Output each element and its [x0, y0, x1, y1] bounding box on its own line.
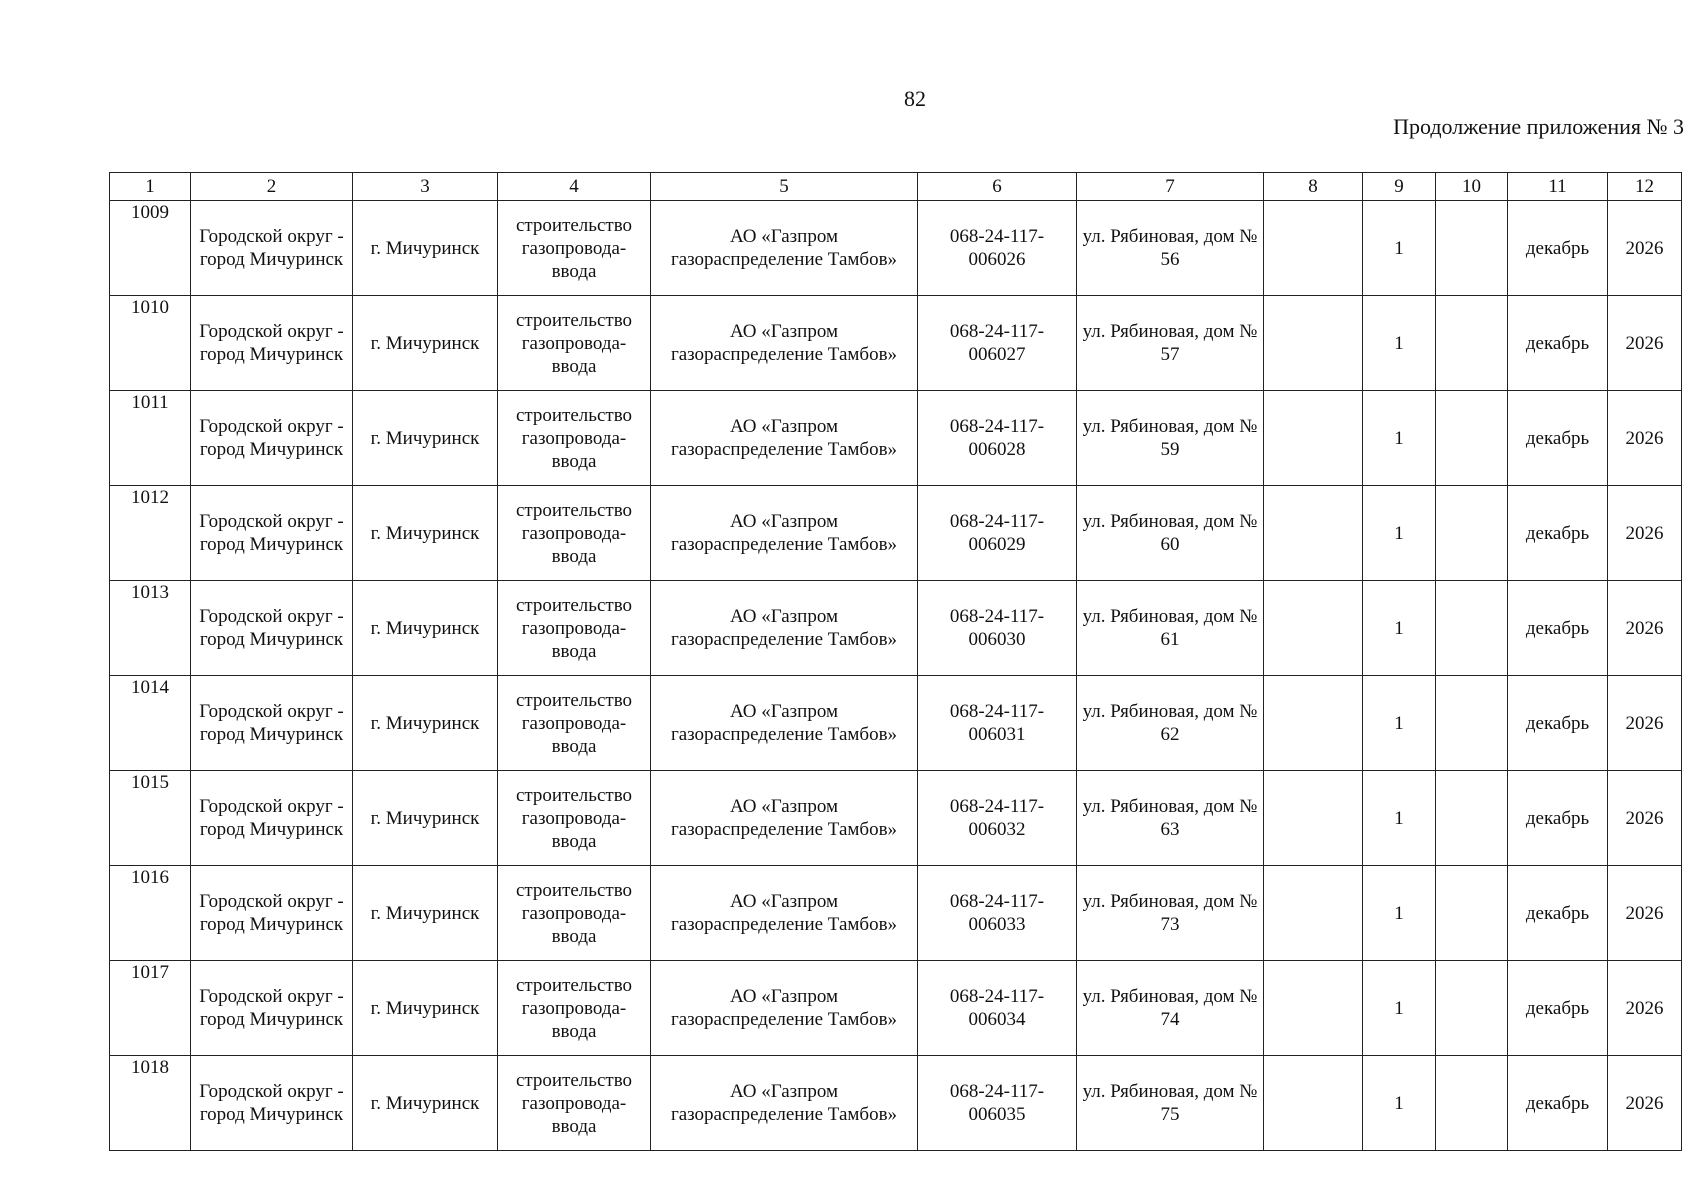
- address-cell: ул. Рябиновая, дом № 60: [1077, 486, 1264, 581]
- month-cell: декабрь: [1508, 1056, 1608, 1151]
- address-cell: ул. Рябиновая, дом № 73: [1077, 866, 1264, 961]
- gasification-table: [109, 172, 1682, 1151]
- district-cell: Городской округ - город Мичуринск: [191, 1056, 353, 1151]
- district-cell: Городской округ - город Мичуринск: [191, 201, 353, 296]
- city-cell: г. Мичуринск: [353, 866, 498, 961]
- column-10-cell: [1436, 866, 1508, 961]
- organization-cell: АО «Газпром газораспределение Тамбов»: [651, 581, 918, 676]
- quantity-cell: 1: [1363, 391, 1436, 486]
- row-number-cell: 1011: [110, 391, 191, 486]
- quantity-cell: 1: [1363, 201, 1436, 296]
- column-8-cell: [1264, 296, 1363, 391]
- district-cell: Городской округ - город Мичуринск: [191, 676, 353, 771]
- year-cell: 2026: [1608, 771, 1682, 866]
- table-body: [110, 201, 1682, 1151]
- organization-cell: АО «Газпром газораспределение Тамбов»: [651, 486, 918, 581]
- district-cell: Городской округ - город Мичуринск: [191, 771, 353, 866]
- column-10-cell: [1436, 486, 1508, 581]
- object-code-cell: 068-24-117-006030: [918, 581, 1077, 676]
- month-cell: декабрь: [1508, 581, 1608, 676]
- district-cell: Городской округ - город Мичуринск: [191, 581, 353, 676]
- table-row: [110, 961, 1682, 1056]
- address-cell: ул. Рябиновая, дом № 57: [1077, 296, 1264, 391]
- month-cell: декабрь: [1508, 486, 1608, 581]
- city-cell: г. Мичуринск: [353, 676, 498, 771]
- work-type-cell: строительство газопровода-ввода: [498, 391, 651, 486]
- row-number-cell: 1018: [110, 1056, 191, 1151]
- table-row: [110, 201, 1682, 296]
- work-type-cell: строительство газопровода-ввода: [498, 486, 651, 581]
- work-type-cell: строительство газопровода-ввода: [498, 771, 651, 866]
- table-row: [110, 676, 1682, 771]
- year-cell: 2026: [1608, 961, 1682, 1056]
- organization-cell: АО «Газпром газораспределение Тамбов»: [651, 961, 918, 1056]
- object-code-cell: 068-24-117-006031: [918, 676, 1077, 771]
- address-cell: ул. Рябиновая, дом № 74: [1077, 961, 1264, 1056]
- column-8-cell: [1264, 771, 1363, 866]
- object-code-cell: 068-24-117-006029: [918, 486, 1077, 581]
- work-type-cell: строительство газопровода-ввода: [498, 866, 651, 961]
- organization-cell: АО «Газпром газораспределение Тамбов»: [651, 771, 918, 866]
- district-cell: Городской округ - город Мичуринск: [191, 391, 353, 486]
- column-10-cell: [1436, 961, 1508, 1056]
- column-header: 1: [110, 173, 191, 201]
- city-cell: г. Мичуринск: [353, 391, 498, 486]
- column-header: 9: [1363, 173, 1436, 201]
- city-cell: г. Мичуринск: [353, 201, 498, 296]
- column-10-cell: [1436, 581, 1508, 676]
- row-number-cell: 1013: [110, 581, 191, 676]
- city-cell: г. Мичуринск: [353, 1056, 498, 1151]
- city-cell: г. Мичуринск: [353, 486, 498, 581]
- column-header: 10: [1436, 173, 1508, 201]
- object-code-cell: 068-24-117-006034: [918, 961, 1077, 1056]
- city-cell: г. Мичуринск: [353, 961, 498, 1056]
- column-10-cell: [1436, 201, 1508, 296]
- column-8-cell: [1264, 676, 1363, 771]
- year-cell: 2026: [1608, 486, 1682, 581]
- row-number-cell: 1016: [110, 866, 191, 961]
- row-number-cell: 1015: [110, 771, 191, 866]
- column-header: 4: [498, 173, 651, 201]
- column-header: 3: [353, 173, 498, 201]
- row-number-cell: 1017: [110, 961, 191, 1056]
- organization-cell: АО «Газпром газораспределение Тамбов»: [651, 296, 918, 391]
- table-row: [110, 1056, 1682, 1151]
- work-type-cell: строительство газопровода-ввода: [498, 201, 651, 296]
- column-header: 5: [651, 173, 918, 201]
- work-type-cell: строительство газопровода-ввода: [498, 676, 651, 771]
- address-cell: ул. Рябиновая, дом № 56: [1077, 201, 1264, 296]
- table-row: [110, 866, 1682, 961]
- year-cell: 2026: [1608, 581, 1682, 676]
- district-cell: Городской округ - город Мичуринск: [191, 961, 353, 1056]
- column-header: 2: [191, 173, 353, 201]
- column-header: 8: [1264, 173, 1363, 201]
- month-cell: декабрь: [1508, 296, 1608, 391]
- row-number-cell: 1012: [110, 486, 191, 581]
- table-row: [110, 296, 1682, 391]
- object-code-cell: 068-24-117-006035: [918, 1056, 1077, 1151]
- object-code-cell: 068-24-117-006033: [918, 866, 1077, 961]
- month-cell: декабрь: [1508, 391, 1608, 486]
- appendix-continuation-label: Продолжение приложения № 3: [1393, 114, 1684, 139]
- address-cell: ул. Рябиновая, дом № 61: [1077, 581, 1264, 676]
- quantity-cell: 1: [1363, 771, 1436, 866]
- column-8-cell: [1264, 1056, 1363, 1151]
- row-number-cell: 1009: [110, 201, 191, 296]
- table-row: [110, 771, 1682, 866]
- district-cell: Городской округ - город Мичуринск: [191, 486, 353, 581]
- row-number-cell: 1010: [110, 296, 191, 391]
- column-header: 11: [1508, 173, 1608, 201]
- organization-cell: АО «Газпром газораспределение Тамбов»: [651, 391, 918, 486]
- year-cell: 2026: [1608, 391, 1682, 486]
- table-row: [110, 391, 1682, 486]
- column-10-cell: [1436, 771, 1508, 866]
- quantity-cell: 1: [1363, 1056, 1436, 1151]
- column-header: 7: [1077, 173, 1264, 201]
- quantity-cell: 1: [1363, 866, 1436, 961]
- year-cell: 2026: [1608, 201, 1682, 296]
- year-cell: 2026: [1608, 676, 1682, 771]
- object-code-cell: 068-24-117-006027: [918, 296, 1077, 391]
- month-cell: декабрь: [1508, 676, 1608, 771]
- object-code-cell: 068-24-117-006028: [918, 391, 1077, 486]
- organization-cell: АО «Газпром газораспределение Тамбов»: [651, 676, 918, 771]
- city-cell: г. Мичуринск: [353, 296, 498, 391]
- district-cell: Городской округ - город Мичуринск: [191, 866, 353, 961]
- address-cell: ул. Рябиновая, дом № 63: [1077, 771, 1264, 866]
- month-cell: декабрь: [1508, 771, 1608, 866]
- year-cell: 2026: [1608, 866, 1682, 961]
- column-8-cell: [1264, 486, 1363, 581]
- year-cell: 2026: [1608, 1056, 1682, 1151]
- organization-cell: АО «Газпром газораспределение Тамбов»: [651, 201, 918, 296]
- organization-cell: АО «Газпром газораспределение Тамбов»: [651, 866, 918, 961]
- column-10-cell: [1436, 1056, 1508, 1151]
- address-cell: ул. Рябиновая, дом № 75: [1077, 1056, 1264, 1151]
- object-code-cell: 068-24-117-006026: [918, 201, 1077, 296]
- city-cell: г. Мичуринск: [353, 771, 498, 866]
- district-cell: Городской округ - город Мичуринск: [191, 296, 353, 391]
- column-10-cell: [1436, 676, 1508, 771]
- column-10-cell: [1436, 296, 1508, 391]
- column-header: 12: [1608, 173, 1682, 201]
- address-cell: ул. Рябиновая, дом № 62: [1077, 676, 1264, 771]
- page-number: 82: [904, 86, 926, 111]
- month-cell: декабрь: [1508, 961, 1608, 1056]
- column-8-cell: [1264, 961, 1363, 1056]
- month-cell: декабрь: [1508, 866, 1608, 961]
- work-type-cell: строительство газопровода-ввода: [498, 296, 651, 391]
- quantity-cell: 1: [1363, 676, 1436, 771]
- table-row: [110, 486, 1682, 581]
- column-header: 6: [918, 173, 1077, 201]
- header-row: [110, 173, 1682, 201]
- column-8-cell: [1264, 391, 1363, 486]
- column-8-cell: [1264, 581, 1363, 676]
- month-cell: декабрь: [1508, 201, 1608, 296]
- column-10-cell: [1436, 391, 1508, 486]
- work-type-cell: строительство газопровода-ввода: [498, 961, 651, 1056]
- work-type-cell: строительство газопровода-ввода: [498, 1056, 651, 1151]
- quantity-cell: 1: [1363, 296, 1436, 391]
- work-type-cell: строительство газопровода-ввода: [498, 581, 651, 676]
- table-row: [110, 581, 1682, 676]
- quantity-cell: 1: [1363, 581, 1436, 676]
- quantity-cell: 1: [1363, 961, 1436, 1056]
- column-8-cell: [1264, 201, 1363, 296]
- year-cell: 2026: [1608, 296, 1682, 391]
- quantity-cell: 1: [1363, 486, 1436, 581]
- column-8-cell: [1264, 866, 1363, 961]
- city-cell: г. Мичуринск: [353, 581, 498, 676]
- address-cell: ул. Рябиновая, дом № 59: [1077, 391, 1264, 486]
- row-number-cell: 1014: [110, 676, 191, 771]
- object-code-cell: 068-24-117-006032: [918, 771, 1077, 866]
- organization-cell: АО «Газпром газораспределение Тамбов»: [651, 1056, 918, 1151]
